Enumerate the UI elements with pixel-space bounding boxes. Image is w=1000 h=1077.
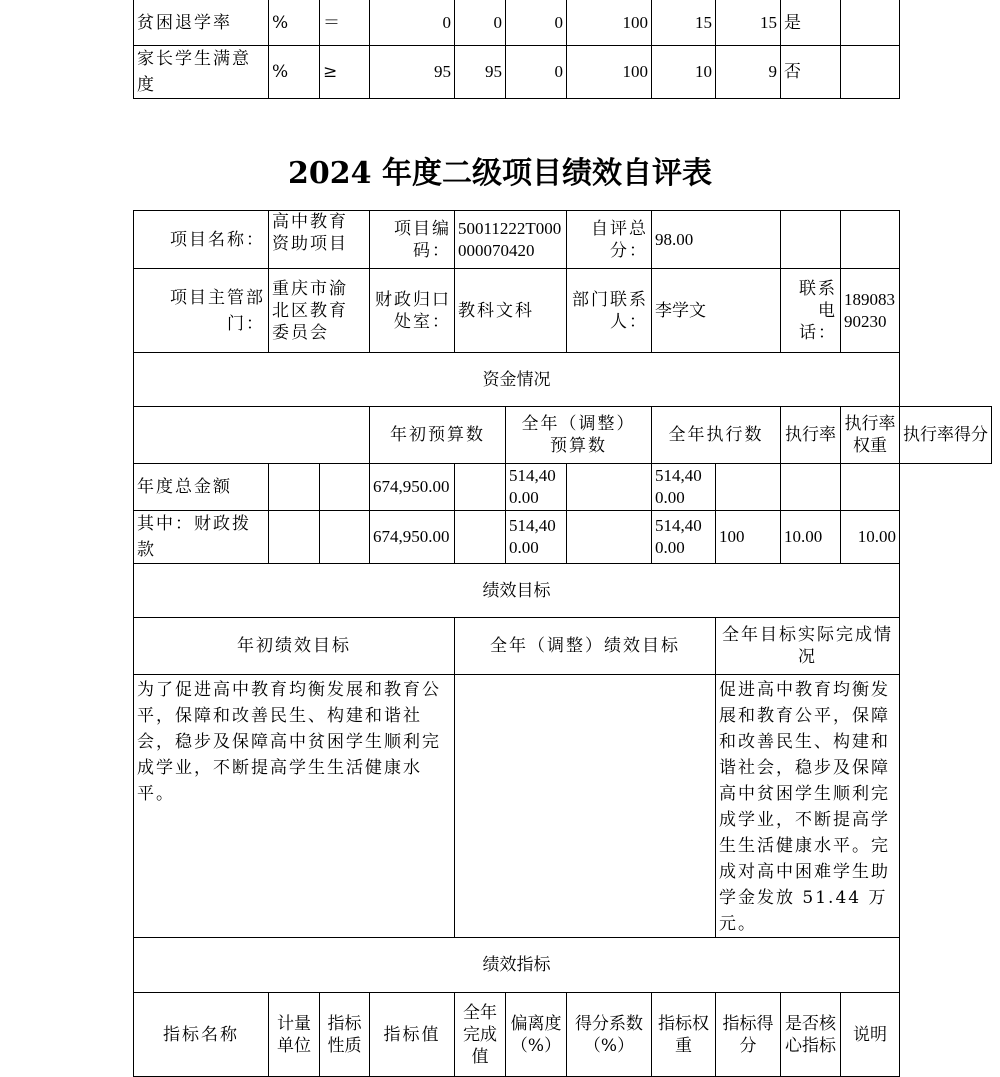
header-rate-weight: 执行率权重 [841, 407, 900, 464]
indicator-full-year: 95 [455, 46, 506, 99]
funds-rate: 100 [716, 511, 781, 564]
section-header-row [134, 564, 992, 618]
header-indicator-deviation: 偏离度（%） [506, 993, 567, 1077]
previous-indicator-table [133, 0, 900, 99]
table-row [134, 46, 900, 99]
funds-row-label: 其中：财政拨款 [134, 511, 269, 564]
funds-initial: 674,950.00 [370, 464, 455, 511]
empty-cell [320, 464, 370, 511]
indicator-coef: 100 [567, 0, 652, 46]
indicator-value: 95 [370, 46, 455, 99]
section-header-row [134, 353, 992, 407]
project-info-row [134, 211, 992, 269]
header-adjusted-budget: 全年（调整）预算数 [506, 407, 652, 464]
funds-header-row [134, 407, 992, 464]
indicator-unit: % [269, 0, 320, 46]
header-indicator-value: 指标值 [370, 993, 455, 1077]
header-initial-budget: 年初预算数 [370, 407, 506, 464]
indicator-unit: % [269, 46, 320, 99]
finance: 教科文科 [455, 269, 567, 353]
funds-row [134, 464, 992, 511]
funds-row [134, 511, 992, 564]
empty-cell [134, 407, 370, 464]
header-adjusted-goal: 全年（调整）绩效目标 [455, 618, 716, 675]
indicator-nature: ≥ [320, 46, 370, 99]
indicator-weight: 10 [652, 46, 716, 99]
contact-label: 部门联系人： [567, 269, 652, 353]
empty-cell [455, 511, 506, 564]
finance-label: 财政归口处室： [370, 269, 455, 353]
project-code: 50011222T000000070420 [455, 211, 567, 269]
dept-label: 项目主管部门： [134, 269, 269, 353]
header-indicator-core: 是否核心指标 [781, 993, 841, 1077]
indicator-name: 家长学生满意度 [134, 46, 269, 99]
section-header-row [134, 938, 992, 993]
project-code-label: 项目编码： [370, 211, 455, 269]
indicator-deviation: 0 [506, 46, 567, 99]
header-actual-goal: 全年目标实际完成情况 [716, 618, 900, 675]
project-name-label: 项目名称： [134, 211, 269, 269]
funds-rate-score: 10.00 [841, 511, 900, 564]
funds-adjusted: 514,400.00 [506, 511, 567, 564]
empty-cell [455, 464, 506, 511]
indicator-full-year: 0 [455, 0, 506, 46]
project-name: 高中教育资助项目 [269, 211, 370, 269]
header-rate-score: 执行率得分 [900, 407, 992, 464]
funds-adjusted: 514,400.00 [506, 464, 567, 511]
header-indicator-unit: 计量单位 [269, 993, 320, 1077]
header-indicator-weight: 指标权重 [652, 993, 716, 1077]
indicators-header-row [134, 993, 992, 1077]
indicator-name: 贫困退学率 [134, 0, 269, 46]
goals-header-row [134, 618, 992, 675]
indicator-weight: 15 [652, 0, 716, 46]
header-indicator-full-year: 全年完成值 [455, 993, 506, 1077]
indicator-value: 0 [370, 0, 455, 46]
initial-goal-text: 为了促进高中教育均衡发展和教育公平，保障和改善民生、构建和谐社会，稳步及保障高中贫困学生顺利完成学业，不断提高学生生活健康水平。 [134, 675, 455, 938]
funds-section-title: 资金情况 [134, 353, 900, 407]
empty-cell [567, 464, 652, 511]
dept: 重庆市渝北区教育委员会 [269, 269, 370, 353]
indicator-note [841, 0, 900, 46]
header-initial-goal: 年初绩效目标 [134, 618, 455, 675]
indicator-score: 15 [716, 0, 781, 46]
empty-cell [269, 511, 320, 564]
indicator-note [841, 46, 900, 99]
funds-executed: 514,400.00 [652, 464, 716, 511]
empty-cell [320, 511, 370, 564]
evaluation-table [133, 210, 992, 1077]
indicator-core: 是 [781, 0, 841, 46]
self-score: 98.00 [652, 211, 781, 269]
phone: 18908390230 [841, 269, 900, 353]
header-indicator-score: 指标得分 [716, 993, 781, 1077]
table-row [134, 0, 900, 46]
header-indicator-coef: 得分系数（%） [567, 993, 652, 1077]
header-indicator-name: 指标名称 [134, 993, 269, 1077]
page-title: 2024 年度二级项目绩效自评表 [288, 156, 712, 191]
empty-cell [781, 211, 841, 269]
goals-section-title: 绩效目标 [134, 564, 900, 618]
header-executed: 全年执行数 [652, 407, 781, 464]
funds-executed: 514,400.00 [652, 511, 716, 564]
project-info-row [134, 269, 992, 353]
indicators-section-title: 绩效指标 [134, 938, 900, 993]
funds-rate-weight [781, 464, 841, 511]
self-score-label: 自评总分： [567, 211, 652, 269]
funds-initial: 674,950.00 [370, 511, 455, 564]
empty-cell [841, 211, 900, 269]
indicator-deviation: 0 [506, 0, 567, 46]
contact: 李学文 [652, 269, 781, 353]
funds-row-label: 年度总金额 [134, 464, 269, 511]
indicator-score: 9 [716, 46, 781, 99]
indicator-coef: 100 [567, 46, 652, 99]
funds-rate-weight: 10.00 [781, 511, 841, 564]
indicator-nature: ＝ [320, 0, 370, 46]
funds-rate-score [841, 464, 900, 511]
funds-rate [716, 464, 781, 511]
actual-goal-text: 促进高中教育均衡发展和教育公平，保障和改善民生、构建和谐社会，稳步及保障高中贫困学生顺利完成学业，不断提高学生生活健康水平。完成对高中困难学生助学金发放 51.44 万元。 [716, 675, 900, 938]
header-rate: 执行率 [781, 407, 841, 464]
goals-content-row [134, 675, 992, 938]
header-indicator-note: 说明 [841, 993, 900, 1077]
empty-cell [269, 464, 320, 511]
header-indicator-nature: 指标性质 [320, 993, 370, 1077]
phone-label: 联系电话： [781, 269, 841, 353]
empty-cell [567, 511, 652, 564]
adjusted-goal-text [455, 675, 716, 938]
indicator-core: 否 [781, 46, 841, 99]
